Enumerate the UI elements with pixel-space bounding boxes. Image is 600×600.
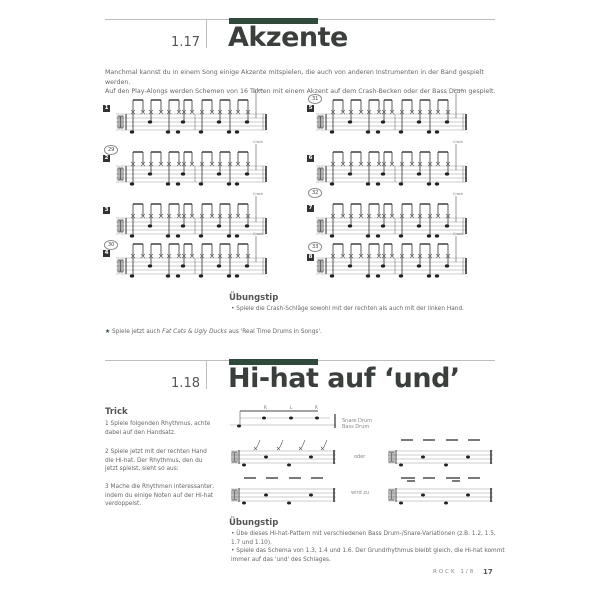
intro-line-2: Auf den Play-Alongs werden Schemen von 16 Takten mit einem Akzent auf dem Crash-Becken oder der Bass Drum gespielt. xyxy=(105,88,496,95)
intro-line-1: Manchmal kannst du in einem Song einige Akzente mitspielen, die auch von anderen Instrumenten in der Band gespielt werden. xyxy=(105,69,484,86)
trick-step-3: 3 Mache die Rhythmen interessanter, indem du einige Noten auf der Hi-hat verdoppelst. xyxy=(105,484,215,507)
exercise-badge: 3 xyxy=(104,207,109,213)
exercise-badge: 6 xyxy=(308,155,313,161)
svg-text:L: L xyxy=(290,405,293,410)
cd-track-marker: 29 xyxy=(104,145,118,155)
exercise-badge: 7 xyxy=(308,205,313,211)
section-title: Akzente xyxy=(228,22,348,53)
footer-book-label: ROCK 1/8 xyxy=(433,569,476,575)
exercise-badge: 8 xyxy=(308,254,313,260)
trick-step-1: 1 Spiele folgenden Rhythmus, achte dabei auf den Handsatz. xyxy=(105,421,211,436)
cd-track-marker: 30 xyxy=(104,240,118,250)
section-number: 1.17 xyxy=(171,35,200,50)
trick-step-2: 2 Spiele jetzt mit der rechten Hand die Hi-hat. Der Rhythmus, den du jetzt spielst, sieht so aus: xyxy=(105,449,207,472)
svg-text:R: R xyxy=(264,405,267,410)
section-number: 1.18 xyxy=(171,376,200,391)
bullet-icon: • xyxy=(231,306,237,312)
star-note: ★ Spiele jetzt auch Fat Cats & Ugly Ducks aus 'Real Time Drums in Songs'. xyxy=(105,329,322,335)
tip-bullet-2: • Spiele das Schema von 1.3, 1.4 und 1.6. Der Grundrhythmus bleibt gleich, die Hi-hat kommt immer auf das 'und' des Schlages. xyxy=(231,548,505,563)
svg-text:R: R xyxy=(315,405,318,410)
tip-bullet-text: Spiele die Crash-Schläge sowohl mit der rechten als auch mit der linken Hand. xyxy=(236,306,464,312)
exercise-badge: 2 xyxy=(104,155,109,161)
page-number: 17 xyxy=(483,568,493,576)
exercise-badge: 1 xyxy=(104,105,109,111)
cd-track-marker: 31 xyxy=(308,94,322,104)
section-title: Hi-hat auf ‘und’ xyxy=(228,363,460,394)
connector-wird-zu: wird zu xyxy=(351,490,370,496)
tip-bullet xyxy=(231,530,506,564)
exercise-badge: 4 xyxy=(104,250,109,256)
cd-track-marker: 33 xyxy=(308,242,322,252)
tip-bullet-1: • Übe dieses Hi-hat-Pattern mit verschiedenen Bass Drum-/Snare-Variationen (z.B. 1.2, 1.5, 1.7 und 1.10). xyxy=(231,531,496,546)
trick-heading: Trick xyxy=(105,407,128,417)
star-icon: ★ xyxy=(105,329,113,335)
tip-heading: Übungstip xyxy=(229,518,279,528)
exercise-badge: 5 xyxy=(308,105,313,111)
snare-drum-label: Snare Drum xyxy=(342,418,372,424)
connector-oder: oder xyxy=(354,454,366,460)
song-title: Fat Cats & Ugly Ducks xyxy=(162,329,227,335)
cd-track-marker: 32 xyxy=(308,188,322,198)
bass-drum-label: Bass Drum xyxy=(342,424,370,430)
tip-heading: Übungstip xyxy=(229,293,279,303)
